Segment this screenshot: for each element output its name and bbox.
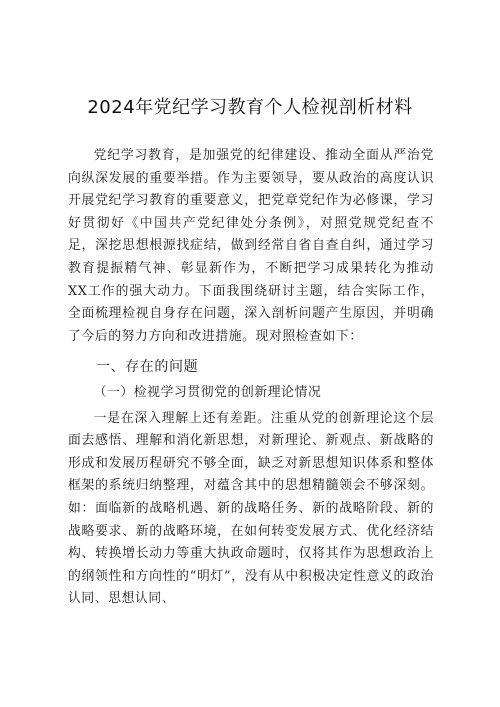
subsection-heading: （一）检视学习贯彻党的创新理论情况 xyxy=(93,384,322,400)
section-heading: 一、存在的问题 xyxy=(96,359,199,376)
document-title: 2024年党纪学习教育个人检视剖析材料 xyxy=(87,97,413,118)
intro-paragraph: 党纪学习教育，是加强党的纪律建设、推动全面从严治党向纵深发展的重要举措。作为主要领导，要从政治的高度认识开展党纪学习教育的重要意义，把党章党纪作为必修课，学习好贯彻好《中国共产党纪律处分条例》，对照党规党纪查不足，深挖思想根源找症结，做到经常自省自查自纠，通过学习教育提振精气神、彰显新作为，不断把学习成果转化为推动XX工作的强大动力。下面我围绕研讨主题，结合实际工作，全面梳理检视自身存在问题，深入剖析问题产生原因，并明确了今后的努力方向和改进措施。现对照检查如下： xyxy=(68,148,434,344)
document-body xyxy=(68,145,434,611)
body-paragraph: 一是在深入理解上还有差距。注重从党的创新理论这个层面去感悟、理解和消化新思想，对新理论、新观点、新战略的形成和发展历程研究不够全面，缺乏对新思想知识体系和整体框架的系统归纳整理，对蕴含其中的思想精髓领会不够深刻。如：面临新的战略机遇、新的战略任务、新的战略阶段、新的战略要求、新的战略环境，在如何转变发展方式、优化经济结构、转换增长动力等重大执政命题时，仅将其作为思想政治上的纲领性和方向性的“明灯”，没有从中积极决定性意义的政治认同、思想认同、 xyxy=(68,410,434,607)
